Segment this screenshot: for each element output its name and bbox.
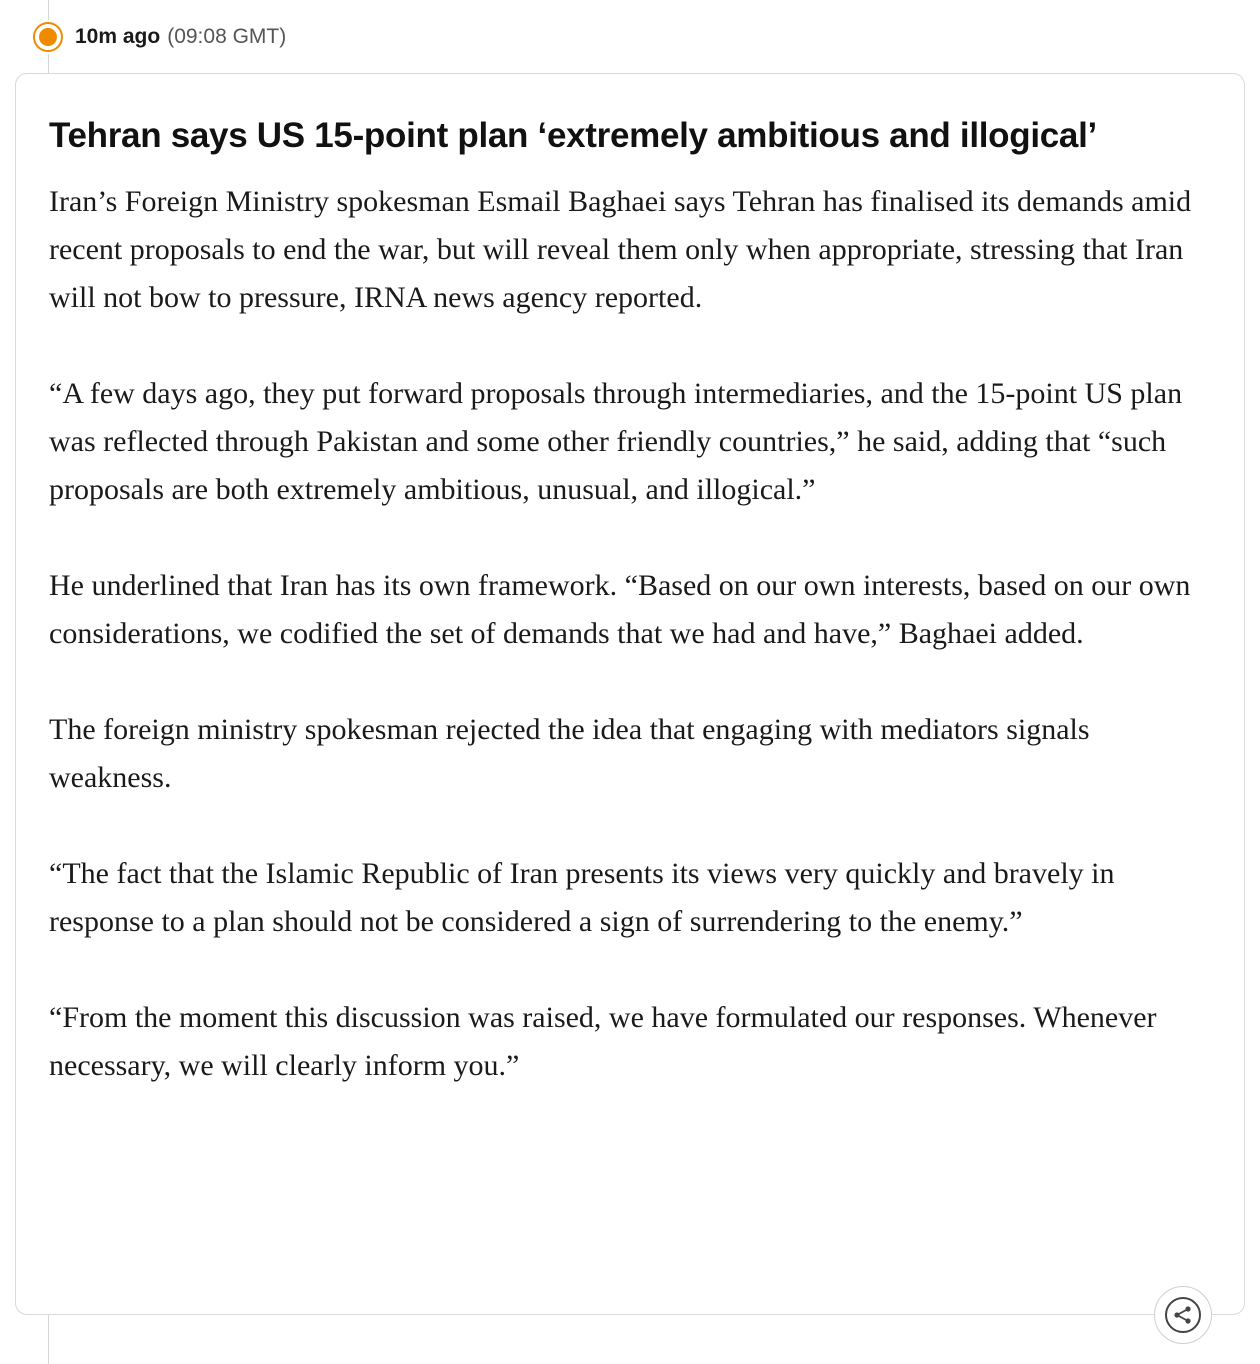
- live-indicator-icon: [33, 22, 63, 52]
- post-headline: Tehran says US 15-point plan ‘extremely ambitious and illogical’: [49, 116, 1097, 155]
- live-blog-post: [15, 73, 1245, 1315]
- post-paragraph: “From the moment this discussion was raised, we have formulated our responses. Whenever necessary, we will clearly inform you.”: [49, 1001, 1157, 1082]
- share-button[interactable]: [1154, 1286, 1212, 1344]
- post-paragraph: Iran’s Foreign Ministry spokesman Esmail Baghaei says Tehran has finalised its demands amid recent proposals to end the war, but will reveal them only when appropriate, stressing that Iran will not bow to pressure, IRNA news agency reported.: [49, 185, 1192, 314]
- post-timestamp: [33, 20, 292, 54]
- absolute-time: (09:08 GMT): [167, 25, 287, 48]
- post-paragraph: “The fact that the Islamic Republic of Iran presents its views very quickly and bravely in response to a plan should not be considered a sign of surrendering to the enemy.”: [49, 857, 1115, 938]
- post-paragraph: “A few days ago, they put forward proposals through intermediaries, and the 15-point US plan was reflected through Pakistan and some other friendly countries,” he said, adding that “such proposals are both extremely ambitious, unusual, and illogical.”: [49, 377, 1183, 506]
- post-body: [49, 178, 1210, 1090]
- relative-time: 10m ago: [75, 25, 161, 48]
- post-paragraph: He underlined that Iran has its own framework. “Based on our own interests, based on our own considerations, we codified the set of demands that we had and have,” Baghaei added.: [49, 569, 1191, 650]
- post-paragraph: The foreign ministry spokesman rejected the idea that engaging with mediators signals weakness.: [49, 713, 1090, 794]
- share-icon: [1165, 1297, 1201, 1333]
